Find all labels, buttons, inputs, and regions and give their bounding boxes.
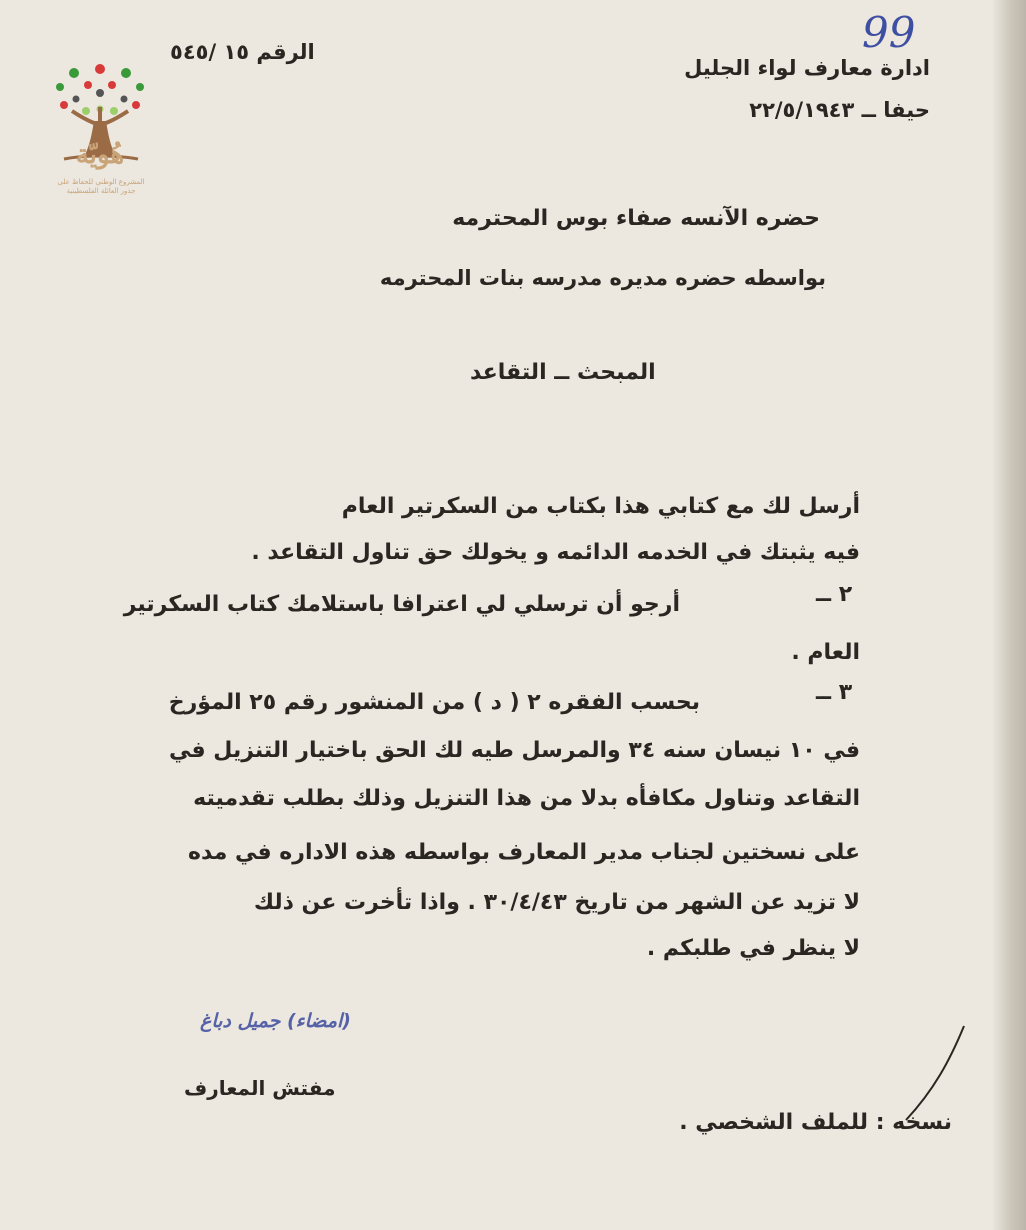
logo-wordmark: هُويّة <box>75 140 125 170</box>
paper-edge <box>992 0 1026 1230</box>
signature-title: مفتش المعارف <box>184 1076 336 1100</box>
paragraph-number: ٢ ــ <box>816 582 853 607</box>
copy-note: نسخه : للملف الشخصي . <box>679 1110 952 1135</box>
reference-number: الرقم ١٥ /٥٤٥ <box>170 40 315 64</box>
subject-line: المبحث ــ التقاعد <box>470 360 656 385</box>
paragraph-number: ٣ ــ <box>816 680 853 705</box>
department-name: ادارة معارف لواء الجليل <box>684 56 930 80</box>
body-line: أرسل لك مع كتابي هذا بكتاب من السكرتير العام <box>341 494 860 519</box>
body-line: التقاعد وتناول مكافأه بدلا من هذا التنزيل وذلك بطلب تقدميته <box>193 786 860 811</box>
body-line: لا ينظر في طلبكم . <box>646 936 860 961</box>
place-and-date: حيفا ــ ٢٢/٥/١٩٤٣ <box>749 98 930 122</box>
body-line: على نسختين لجناب مدير المعارف بواسطه هذه الاداره في مده <box>188 840 860 865</box>
logo-caption-line: جذور العائلة الفلسطينية <box>66 187 136 195</box>
signature-name: (امضاء) جميل دباغ <box>200 1010 351 1032</box>
body-line: لا تزيد عن الشهر من تاريخ ٣٠/٤/٤٣ . واذا تأخرت عن ذلك <box>253 890 860 915</box>
body-line: بحسب الفقره ٢ ( د ) من المنشور رقم ٢٥ المؤرخ <box>168 690 700 715</box>
via-line: بواسطه حضره مديره مدرسه بنات المحترمه <box>379 266 826 290</box>
logo-caption <box>36 178 166 196</box>
body-line: فيه يثبتك في الخدمه الدائمه و يخولك حق تناول التقاعد . <box>251 540 860 565</box>
body-line: في ١٠ نيسان سنه ٣٤ والمرسل طيه لك الحق باختيار التنزيل في <box>168 738 860 763</box>
hawiya-tree-logo <box>44 38 156 198</box>
logo-caption-line: المشروع الوطني للحفاظ على <box>57 178 145 186</box>
addressee-line: حضره الآنسه صفاء بوس المحترمه <box>452 206 820 231</box>
body-line: أرجو أن ترسلي لي اعترافا باستلامك كتاب السكرتير <box>123 592 680 617</box>
handwritten-file-number: 99 <box>862 8 916 57</box>
body-line: العام . <box>791 640 860 665</box>
